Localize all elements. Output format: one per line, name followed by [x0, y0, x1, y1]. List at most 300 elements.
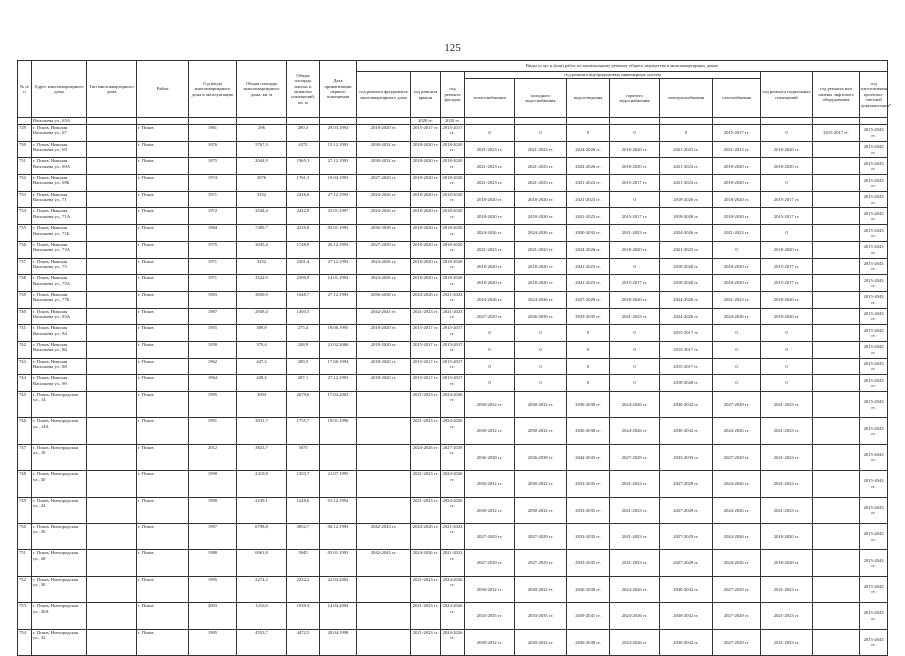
table-row: [18, 603, 888, 629]
cell-type: [87, 358, 137, 375]
cell-heat: 2018-2020 гг.: [465, 208, 515, 225]
cell-drain: 2024-2026 гг.: [567, 158, 610, 175]
cell-roof: 2021-2023 гг.: [411, 471, 441, 497]
cell-foundation: 2036-2038 гг.: [357, 291, 411, 308]
cell-total-area: 3544,4: [237, 208, 287, 225]
cell-gas: 2024-2026 гг.: [713, 471, 761, 497]
cell-drain: 0: [567, 358, 610, 375]
cell-year: 1971: [189, 191, 237, 208]
cell-type: [87, 241, 137, 258]
cell-docs: 2015-2043 гг.: [860, 418, 888, 444]
cell-type: [87, 550, 137, 576]
cell-basement: 2018-2020 гг.: [761, 141, 813, 158]
cell-year: 2003: [189, 603, 237, 629]
cell-gas: 2018-2020 гг.: [713, 275, 761, 292]
cell-cold-water: 2018-2020 гг.: [515, 208, 567, 225]
cell-facade: 2018-2020 гг.: [441, 208, 465, 225]
cell-total-area: 389,8: [237, 325, 287, 342]
cell-foundation: 2018-2020 гг.: [357, 358, 411, 375]
cell-year: 1983: [189, 291, 237, 308]
cell-address: г. Псков, Новгородская ул., 14А: [32, 418, 87, 444]
cell-year: 1976: [189, 141, 237, 158]
cell-roof: 2018-2020 гг.: [411, 158, 441, 175]
cell-foundation: 2018-2020 гг.: [357, 325, 411, 342]
header-basement: год ремонта подвальных помещений: [761, 72, 813, 118]
cell-num: 729: [18, 125, 32, 142]
cell-district: г. Псков: [137, 308, 189, 325]
cell-year: 1974: [189, 175, 237, 192]
cell-total-area: 2239,1: [237, 497, 287, 523]
cell-facade: 2021-2023 гг.: [441, 291, 465, 308]
cell-lift: [813, 241, 860, 258]
cell-facade: 2024-2026 гг.: [441, 629, 465, 655]
cell-basement: 2015-2017 гг.: [761, 191, 813, 208]
cell-living-area: 280,3: [287, 125, 320, 142]
cell-lift: [813, 308, 860, 325]
cell-electric: 0: [660, 125, 713, 142]
cell-lift: [813, 141, 860, 158]
cell-basement: 0: [761, 175, 813, 192]
cell-foundation: 2024-2026 гг.: [357, 208, 411, 225]
cell-total-area: 3823,7: [237, 444, 287, 470]
cell-living-area: 287,1: [287, 375, 320, 392]
cell-district: г. Псков: [137, 603, 189, 629]
cell-roof: 2015-2017 гг.: [411, 341, 441, 358]
cell-gas: 0: [713, 325, 761, 342]
cell-gas: 2027-2029 гг.: [713, 603, 761, 629]
cell-living-area: 2232,2: [287, 576, 320, 602]
cell-docs: 2015-2043 гг.: [860, 358, 888, 375]
cell-living-area: 1493,5: [287, 308, 320, 325]
cell-drain: 2033-2035 гг.: [567, 308, 610, 325]
cell-living-area: 1648,7: [287, 291, 320, 308]
cell-type: [87, 258, 137, 275]
cell-facade: 2021-2023 гг.: [441, 523, 465, 549]
cell-roof: 2015-2017 гг.: [411, 358, 441, 375]
cell-gas: 2027-2029 гг.: [713, 576, 761, 602]
cell-roof: 2021-2023 гг.: [411, 497, 441, 523]
cell-heat: 2018-2020 гг.: [465, 275, 515, 292]
cell-facade: 2015-2017 гг.: [441, 375, 465, 392]
cell: [610, 118, 660, 125]
cell-district: г. Псков: [137, 341, 189, 358]
cell-docs: 2015-2043 гг.: [860, 141, 888, 158]
cell-drain: 2033-2035 гг.: [567, 550, 610, 576]
header-address: Адрес многоквартирного дома: [32, 61, 87, 118]
cell-electric: 2018-2020 гг.: [660, 275, 713, 292]
cell-facade: 2024-2026 гг.: [441, 392, 465, 418]
cell-facade: 2018-2020 гг.: [441, 141, 465, 158]
cell-cold-water: 0: [515, 125, 567, 142]
cell-living-area: 248,9: [287, 341, 320, 358]
cell-lift: [813, 175, 860, 192]
cell-district: г. Псков: [137, 125, 189, 142]
cell-address: г. Псков, Николая Васильева ул., 67: [32, 125, 87, 142]
cell-basement: 0: [761, 125, 813, 142]
cell: [761, 118, 813, 125]
cell-drain: 2039-2041 гг.: [567, 603, 610, 629]
cell-num: 735: [18, 225, 32, 242]
cell-address: г. Псков, Николая Васильева ул., 71: [32, 191, 87, 208]
cell-basement: 0: [761, 325, 813, 342]
header-lift: год ремонта или замены лифтового оборудования: [813, 72, 860, 118]
cell-electric: 2015-2017 гг.: [660, 358, 713, 375]
cell-hot-water: 2024-2026 гг.: [610, 576, 660, 602]
cell-cold-water: 0: [515, 375, 567, 392]
header-roof: год ремонта крыши: [411, 72, 441, 118]
cell-docs: 2015-2043 гг.: [860, 444, 888, 470]
cell-cold-water: 2018-2020 гг.: [515, 191, 567, 208]
cell-basement: 0: [761, 225, 813, 242]
cell-year: 1962: [189, 358, 237, 375]
cell-hot-water: 0: [610, 341, 660, 358]
cell-type: [87, 603, 137, 629]
cell-facade: 2018-2020 гг.: [441, 191, 465, 208]
header-facade: год ремонта фасадов: [441, 72, 465, 118]
cell-living-area: 4219,8: [287, 225, 320, 242]
cell-hot-water: 2024-2026 гг.: [610, 603, 660, 629]
cell-foundation: 2042-2043 гг.: [357, 308, 411, 325]
cell-drain: 2033-2035 гг.: [567, 523, 610, 549]
cell: [18, 118, 32, 125]
cell-type: [87, 444, 137, 470]
cell-lift: [813, 603, 860, 629]
cell-foundation: 2042-2043 гг.: [357, 523, 411, 549]
cell-privatization-date: 27.12.1993: [320, 191, 357, 208]
cell-heat: 2024-2026 гг.: [465, 225, 515, 242]
cell-address: г. Псков, Новгородская ул., 26: [32, 523, 87, 549]
cell-hot-water: 2018-2020 гг.: [610, 291, 660, 308]
cell-gas: 2015-2017 гг.: [713, 125, 761, 142]
cell-lift: [813, 325, 860, 342]
table-row: [18, 523, 888, 549]
cell-roof: 2015-2017 гг.: [411, 375, 441, 392]
cell-cold-water: 2024-2026 гг.: [515, 291, 567, 308]
cell-foundation: [357, 471, 411, 497]
cell-district: г. Псков: [137, 225, 189, 242]
table-row: [18, 241, 888, 258]
table-row: [18, 141, 888, 158]
cell-facade: 2020 гг.: [441, 118, 465, 125]
table-row: [18, 418, 888, 444]
cell-roof: 2024-2026 гг.: [411, 523, 441, 549]
cell-heat: 2036-2038 гг.: [465, 444, 515, 470]
cell-num: 746: [18, 418, 32, 444]
cell-district: г. Псков: [137, 523, 189, 549]
cell-basement: 2015-2017 гг.: [761, 258, 813, 275]
cell-year: 1975: [189, 158, 237, 175]
cell-roof: 2021-2023 гг.: [411, 629, 441, 655]
header-district: Район: [137, 61, 189, 118]
cell-basement: 2015-2017 гг.: [761, 275, 813, 292]
cell-drain: 2021-2023 гг.: [567, 191, 610, 208]
cell-hot-water: 2015-2017 гг.: [610, 275, 660, 292]
cell-living-area: 1303,7: [287, 471, 320, 497]
cell-lift: [813, 550, 860, 576]
cell-district: г. Псков: [137, 392, 189, 418]
cell-type: [87, 125, 137, 142]
cell-facade: 2021-2023 гг.: [441, 308, 465, 325]
cell-lift: [813, 275, 860, 292]
cell: [189, 118, 237, 125]
cell-docs: 2015-2043 гг.: [860, 550, 888, 576]
cell-facade: 2018-2020 гг.: [441, 241, 465, 258]
cell-address: г. Псков, Новгородская ул., 28: [32, 550, 87, 576]
cell-address: г. Псков, Новгородская ул., 18: [32, 444, 87, 470]
cell-hot-water: 2015-2017 гг.: [610, 208, 660, 225]
cell-privatization-date: 25.01.1997: [320, 208, 357, 225]
cell-roof: 2018-2020 гг.: [411, 275, 441, 292]
cell-cold-water: 2030-2032 гг.: [515, 392, 567, 418]
cell-cold-water: 2021-2023 гг.: [515, 241, 567, 258]
cell-type: [87, 392, 137, 418]
cell-docs: 2015-2043 гг.: [860, 341, 888, 358]
cell-year: 2012: [189, 444, 237, 470]
cell-gas: 2027-2029 гг.: [713, 392, 761, 418]
cell-num: 750: [18, 523, 32, 549]
table-row: [18, 444, 888, 470]
cell-privatization-date: 29.03.1993: [320, 125, 357, 142]
cell-type: [87, 275, 137, 292]
cell-electric: 2027-2029 гг.: [660, 497, 713, 523]
cell-lift: [813, 358, 860, 375]
cell-living-area: 2390,9: [287, 275, 320, 292]
cell-foundation: 2027-2029 гг.: [357, 241, 411, 258]
cell-gas: 0: [713, 241, 761, 258]
cell-gas: 2018-2020 гг.: [713, 258, 761, 275]
cell-basement: 2021-2023 гг.: [761, 444, 813, 470]
cell-docs: 2015-2043 гг.: [860, 392, 888, 418]
cell-total-area: 2044,9: [237, 158, 287, 175]
cell-year: 1975: [189, 241, 237, 258]
cell-gas: 2018-2020 гг.: [713, 191, 761, 208]
cell-cold-water: 2018-2020 гг.: [515, 258, 567, 275]
cell-drain: 2036-2038 гг.: [567, 576, 610, 602]
cell-drain: 0: [567, 125, 610, 142]
cell: [357, 118, 411, 125]
cell-address: г. Псков, Новгородская ул., 30А: [32, 603, 87, 629]
cell-cold-water: 0: [515, 358, 567, 375]
cell-basement: 0: [761, 341, 813, 358]
table-row: [18, 629, 888, 655]
cell-heat: 2018-2020 гг.: [465, 191, 515, 208]
cell-electric: 2015-2017 гг.: [660, 325, 713, 342]
cell-drain: 2021-2023 гг.: [567, 175, 610, 192]
cell-drain: 2021-2023 гг.: [567, 258, 610, 275]
cell-heat: 0: [465, 375, 515, 392]
cell-privatization-date: 15.12.1993: [320, 141, 357, 158]
cell-drain: 2042-2043 гг.: [567, 444, 610, 470]
cell-hot-water: 0: [610, 191, 660, 208]
cell-gas: 2027-2029 гг.: [713, 444, 761, 470]
cell-roof: 2018-2020 гг.: [411, 258, 441, 275]
cell-district: г. Псков: [137, 175, 189, 192]
cell-total-area: 3252: [237, 258, 287, 275]
cell-basement: 2021-2023 гг.: [761, 497, 813, 523]
header-type: Тип многоквартирного дома: [87, 61, 137, 118]
cell-living-area: 3945: [287, 550, 320, 576]
cell-foundation: 2018-2020 гг.: [357, 341, 411, 358]
cell-total-area: 3522,9: [237, 275, 287, 292]
header-year-built: Год ввода многоквартирного дома в эксплуатацию: [189, 61, 237, 118]
cell-electric: 2027-2029 гг.: [660, 471, 713, 497]
cell-living-area: 4472,5: [287, 629, 320, 655]
cell-living-area: 2679,6: [287, 392, 320, 418]
cell-electric: 2018-2020 гг.: [660, 375, 713, 392]
cell-type: [87, 208, 137, 225]
cell-address: г. Псков, Николая Васильева ул., 90: [32, 375, 87, 392]
cell-num: 751: [18, 550, 32, 576]
cell-heat: 2027-2029 гг.: [465, 308, 515, 325]
cell-lift: [813, 375, 860, 392]
cell-cold-water: 2030-2032 гг.: [515, 576, 567, 602]
cell-heat: 2018-2020 гг.: [465, 258, 515, 275]
cell-basement: 2021-2023 гг.: [761, 471, 813, 497]
cell-docs: 2015-2043 гг.: [860, 471, 888, 497]
cell-gas: 2027-2029 гг.: [713, 629, 761, 655]
cell-year: 1987: [189, 308, 237, 325]
cell-type: [87, 523, 137, 549]
cell-electric: 2030-2032 гг.: [660, 418, 713, 444]
cell-type: [87, 471, 137, 497]
cell-total-area: 3045,4: [237, 241, 287, 258]
cell-foundation: 2018-2020 гг.: [357, 125, 411, 142]
cell-living-area: 1248,6: [287, 497, 320, 523]
cell-year: 1995: [189, 629, 237, 655]
cell-total-area: 2274,2: [237, 576, 287, 602]
cell-electric: 2024-2026 гг.: [660, 308, 713, 325]
cell-total-area: 449,4: [237, 375, 287, 392]
cell-lift: [813, 418, 860, 444]
cell: [237, 118, 287, 125]
cell-hot-water: 2021-2023 гг.: [610, 523, 660, 549]
cell-living-area: 289,5: [287, 358, 320, 375]
cell-hot-water: 2021-2023 гг.: [610, 308, 660, 325]
cell-num: 732: [18, 175, 32, 192]
cell-total-area: 3030,9: [237, 291, 287, 308]
cell-roof: 2021-2023 гг.: [411, 308, 441, 325]
cell-docs: 2015-2043 гг.: [860, 497, 888, 523]
cell-hot-water: 0: [610, 375, 660, 392]
cell-roof: 2015-2017 гг.: [411, 125, 441, 142]
cell-gas: 2018-2020 гг.: [713, 175, 761, 192]
table-row: [18, 576, 888, 602]
cell-district: г. Псков: [137, 576, 189, 602]
cell-num: 740: [18, 308, 32, 325]
cell-electric: 2024-2026 гг.: [660, 225, 713, 242]
cell-district: г. Псков: [137, 191, 189, 208]
cell-facade: 2024-2026 гг.: [441, 497, 465, 523]
cell-basement: 2021-2023 гг.: [761, 576, 813, 602]
cell-living-area: 3075: [287, 444, 320, 470]
cell-total-area: 1216,6: [237, 603, 287, 629]
cell-electric: 2024-2026 гг.: [660, 291, 713, 308]
cell-electric: 2027-2029 гг.: [660, 550, 713, 576]
cell-hot-water: 2021-2023 гг.: [610, 497, 660, 523]
cell-hot-water: 2021-2023 гг.: [610, 550, 660, 576]
header-electric: электроснабжения: [660, 79, 713, 118]
cell-drain: 2036-2038 гг.: [567, 392, 610, 418]
cell-heat: 0: [465, 358, 515, 375]
cell-total-area: 3031,7: [237, 418, 287, 444]
cell-electric: 2030-2032 гг.: [660, 603, 713, 629]
cell-district: г. Псков: [137, 550, 189, 576]
cell-living-area: 2422,9: [287, 208, 320, 225]
cell-type: [87, 175, 137, 192]
header-privatization-date: Дата приватизации первого помещения: [320, 61, 357, 118]
cell-year: 1964: [189, 375, 237, 392]
cell-type: [87, 225, 137, 242]
cell-facade: 2021-2023 гг.: [441, 550, 465, 576]
cell-address: г. Псков, Николая Васильева ул., 69: [32, 141, 87, 158]
cell-total-area: 6961,8: [237, 550, 287, 576]
cell-lift: [813, 576, 860, 602]
cell-hot-water: 2018-2020 гг.: [610, 141, 660, 158]
table-row: [18, 208, 888, 225]
cell-foundation: 2027-2029 гг.: [357, 175, 411, 192]
cell-basement: 2018-2020 гг.: [761, 241, 813, 258]
cell-district: г. Псков: [137, 325, 189, 342]
cell-living-area: 1039,4: [287, 603, 320, 629]
cell-type: [87, 158, 137, 175]
cell-roof: 2020 гг.: [411, 118, 441, 125]
cell-docs: 2015-2043 гг.: [860, 208, 888, 225]
cell-privatization-date: 19.04.1993: [320, 175, 357, 192]
table-body: [18, 118, 888, 656]
cell-hot-water: 2024-2026 гг.: [610, 629, 660, 655]
cell-num: 738: [18, 275, 32, 292]
cell-facade: 2018-2020 гг.: [441, 275, 465, 292]
cell-hot-water: 2021-2023 гг.: [610, 225, 660, 242]
cell-num: 737: [18, 258, 32, 275]
cell-num: 749: [18, 497, 32, 523]
cell-total-area: 3076: [237, 175, 287, 192]
cell-gas: 0: [713, 341, 761, 358]
cell-num: 752: [18, 576, 32, 602]
cell-type: [87, 325, 137, 342]
cell-drain: 2024-2026 гг.: [567, 141, 610, 158]
cell-drain: 0: [567, 325, 610, 342]
cell-total-area: 447,2: [237, 358, 287, 375]
cell-docs: 2015-2043 гг.: [860, 225, 888, 242]
cell-district: г. Псков: [137, 258, 189, 275]
cell-privatization-date: [320, 444, 357, 470]
cell-roof: 2024-2026 гг.: [411, 291, 441, 308]
cell-num: 733: [18, 191, 32, 208]
table-row: [18, 358, 888, 375]
cell-cold-water: 2027-2029 гг.: [515, 550, 567, 576]
cell-living-area: 1748,9: [287, 241, 320, 258]
cell-cold-water: 2033-2035 гг.: [515, 603, 567, 629]
cell-gas: 2024-2026 гг.: [713, 523, 761, 549]
cell-living-area: 2201,4: [287, 258, 320, 275]
cell-address: г. Псков, Николая Васильева ул., 86: [32, 341, 87, 358]
table-row: [18, 125, 888, 142]
table-row: [18, 392, 888, 418]
cell-lift: [813, 225, 860, 242]
cell-district: г. Псков: [137, 358, 189, 375]
cell-privatization-date: 05.01.1993: [320, 550, 357, 576]
cell: [465, 118, 515, 125]
cell-basement: 2018-2020 гг.: [761, 158, 813, 175]
cell-type: [87, 141, 137, 158]
cell-docs: 2015-2043 гг.: [860, 308, 888, 325]
cell-roof: 2015-2017 гг.: [411, 325, 441, 342]
cell-facade: 2015-2017 гг.: [441, 125, 465, 142]
cell-lift: [813, 341, 860, 358]
cell-cold-water: 2036-2038 гг.: [515, 444, 567, 470]
cell-year: 1995: [189, 576, 237, 602]
